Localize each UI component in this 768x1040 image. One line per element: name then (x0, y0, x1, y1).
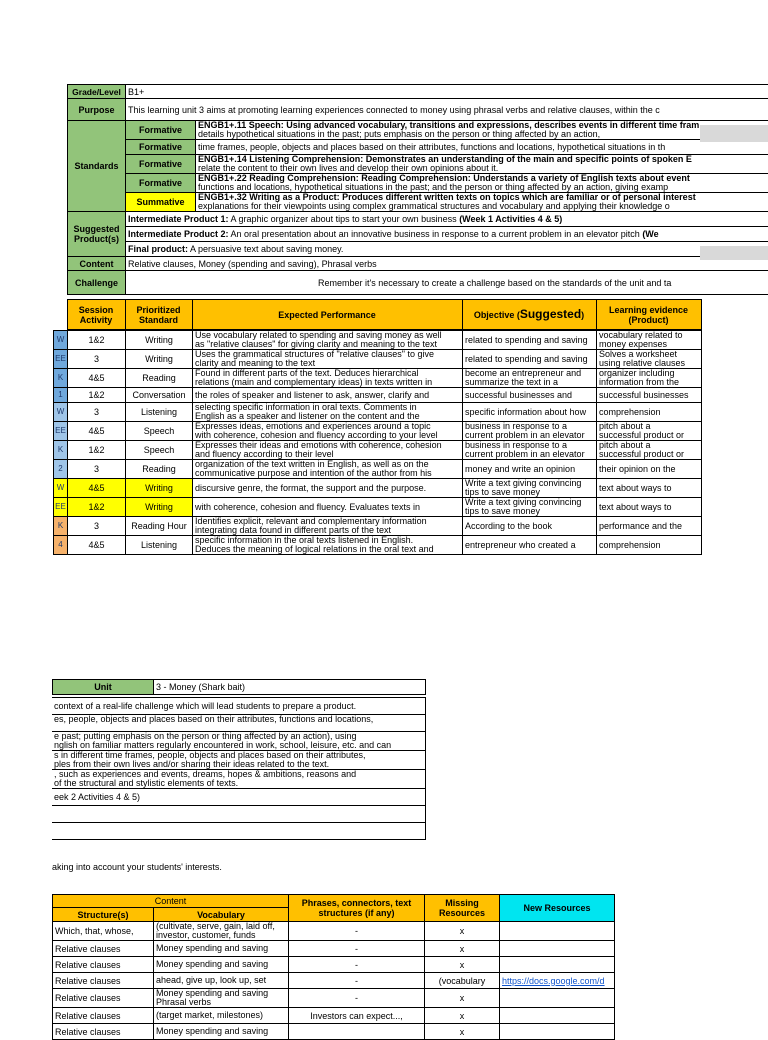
shaded-band (700, 246, 768, 260)
session-row (54, 517, 702, 536)
detail-line: , such as experiences and events, dreams, hopes & ambitions, reasons and of the structural and stylistic elements of texts. (52, 770, 425, 789)
missing-cell: x (425, 941, 500, 957)
standard-type: Formative (126, 140, 196, 155)
challenge-tail-text: aking into account your students' interests. (52, 862, 222, 872)
session-cell: 4&5 (68, 369, 126, 388)
standard-cell: Reading Hour (126, 517, 193, 536)
evidence-cell: pitch about a successful product or (597, 422, 702, 441)
product-line: Intermediate Product 1: A graphic organizer about tips to start your own business (Week 1 Activities 4 & 5) (126, 212, 768, 227)
objective-cell: According to the book (463, 517, 597, 536)
session-plan-table (53, 299, 702, 330)
evidence-cell: organizer including information from the (597, 369, 702, 388)
content-row (53, 957, 615, 973)
standard-cell: Reading (126, 460, 193, 479)
standard-text: ENGB1+.22 Reading Comprehension: Reading Comprehension: Understands a variety of English texts about event functions and locations, hypothetical situations in the past; and the person or thing affected by an action, giving examp (196, 174, 768, 193)
purpose-text: This learning unit 3 aims at promoting learning experiences connected to money using phrasal verbs and relative clauses, within the c (126, 99, 768, 121)
session-row (54, 422, 702, 441)
session-row (54, 460, 702, 479)
detail-line: e past; putting emphasis on the person or thing affected by an action), using nglish on familiar matters regularly encountered in work, school, leisure, etc. and can (52, 732, 425, 751)
phrases-header: Phrases, connectors, text structures (if any) (289, 895, 425, 922)
unit-label: Unit (53, 680, 154, 695)
performance-cell: discursive genre, the format, the support and the purpose. (193, 479, 463, 498)
standard-cell: Listening (126, 403, 193, 422)
performance-cell: selecting specific information in oral texts. Comments in English as a speaker and listener on the content and the (193, 403, 463, 422)
session-row (54, 331, 702, 350)
content-row (53, 973, 615, 989)
evidence-cell: comprehension (597, 536, 702, 555)
content-label: Content (68, 257, 126, 271)
week-marker: W (54, 331, 68, 350)
session-row (54, 479, 702, 498)
new-resource-cell (500, 941, 615, 957)
vocabulary-cell: Money spending and saving (154, 957, 289, 973)
unit-overview-table (67, 84, 768, 295)
performance-cell: organization of the text written in English, as well as on the communicative purpose and intention of the author from his (193, 460, 463, 479)
objective-cell: specific information about how (463, 403, 597, 422)
session-row (54, 369, 702, 388)
evidence-cell: text about ways to (597, 479, 702, 498)
standard-text: ENGB1+.11 Speech: Using advanced vocabulary, transitions and expressions, describes events in different time fram details hypothetical situations in the past; puts emphasis on the person or thing affected by an action, (196, 121, 768, 140)
standard-text: ENGB1+.32 Writing as a Product: Produces different written texts on topics which are familiar or of personal interest explanations for their viewpoints using complex grammatical structures and vocabulary and applying their knowledge o (196, 193, 768, 212)
session-row (54, 498, 702, 517)
standard-type: Formative (126, 174, 196, 193)
missing-cell: (vocabulary (425, 973, 500, 989)
session-cell: 4&5 (68, 536, 126, 555)
detail-line: s in different time frames, people, objects and places based on their attributes, ples from their own lives and/or sharing their ideas related to the text. (52, 751, 425, 770)
session-row (54, 388, 702, 403)
evidence-cell: performance and the (597, 517, 702, 536)
standard-text: time frames, people, objects and places based on their attributes, functions and locations, hypothetical situations in th (196, 140, 768, 155)
objective-cell: related to spending and saving (463, 331, 597, 350)
vocabulary-header: Vocabulary (154, 908, 289, 922)
objective-cell: Write a text giving convincing tips to save money (463, 498, 597, 517)
week-marker: K (54, 369, 68, 388)
evidence-cell: Solves a worksheet using relative clauses (597, 350, 702, 369)
phrases-cell: - (289, 941, 425, 957)
week-marker: K (54, 517, 68, 536)
vocabulary-cell: (target market, milestones) (154, 1008, 289, 1024)
objective-cell: business in response to a current problem in an elevator (463, 441, 597, 460)
phrases-cell: - (289, 957, 425, 973)
week-marker: W (54, 403, 68, 422)
session-cell: 1&2 (68, 498, 126, 517)
phrases-cell: Investors can expect..., (289, 1008, 425, 1024)
content-row (53, 1024, 615, 1040)
standards-label: Standards (68, 121, 126, 212)
week-marker: 2 (54, 460, 68, 479)
session-cell: 3 (68, 403, 126, 422)
vocabulary-cell: Money spending and saving Phrasal verbs (154, 989, 289, 1008)
expected-performance-header: Expected Performance (192, 300, 462, 330)
product-line: Intermediate Product 2: An oral presentation about an innovative business in response to a current problem in an elevator pitch (We (126, 227, 768, 242)
content-text: Relative clauses, Money (spending and saving), Phrasal verbs (126, 257, 768, 271)
performance-cell: the roles of speaker and listener to ask, answer, clarify and (193, 388, 463, 403)
new-resource-cell (500, 1024, 615, 1040)
week-marker: W (54, 479, 68, 498)
structure-cell: Relative clauses (53, 957, 154, 973)
standard-cell: Writing (126, 479, 193, 498)
standard-type: Formative (126, 155, 196, 174)
performance-cell: Expresses ideas, emotions and experiences around a topic with coherence, cohesion and fluency according to your level (193, 422, 463, 441)
phrases-cell: - (289, 989, 425, 1008)
objective-cell: money and write an opinion (463, 460, 597, 479)
session-activity-header: Session Activity (67, 300, 125, 330)
new-resource-cell (500, 922, 615, 941)
grade-level-label: Grade/Level (68, 85, 126, 99)
structure-cell: Relative clauses (53, 989, 154, 1008)
structure-cell: Which, that, whose, (53, 922, 154, 941)
evidence-cell: their opinion on the (597, 460, 702, 479)
week-marker: EE (54, 350, 68, 369)
resource-link[interactable]: https://docs.google.com/d (502, 976, 605, 986)
performance-cell: with coherence, cohesion and fluency. Evaluates texts in (193, 498, 463, 517)
performance-cell: Use vocabulary related to spending and saving money as well as "relative clauses" for giving clarity and meaning to the text (193, 331, 463, 350)
evidence-cell: text about ways to (597, 498, 702, 517)
objective-cell: related to spending and saving (463, 350, 597, 369)
structure-cell: Relative clauses (53, 941, 154, 957)
content-resources-table (52, 894, 615, 1040)
week-marker: EE (54, 422, 68, 441)
learning-evidence-header: Learning evidence (Product) (596, 300, 701, 330)
new-resources-header: New Resources (500, 895, 615, 922)
new-resource-cell (500, 989, 615, 1008)
session-cell: 3 (68, 460, 126, 479)
session-cell: 3 (68, 517, 126, 536)
evidence-cell: comprehension (597, 403, 702, 422)
missing-cell: x (425, 1024, 500, 1040)
performance-cell: Identifies explicit, relevant and complementary information integrating data found in different parts of the text (193, 517, 463, 536)
standard-cell: Writing (126, 350, 193, 369)
week-marker: EE (54, 498, 68, 517)
detail-line: es, people, objects and places based on their attributes, functions and locations, (52, 715, 425, 732)
content-row (53, 989, 615, 1008)
structures-header: Structure(s) (53, 908, 154, 922)
detail-line (52, 806, 425, 823)
new-resource-cell (500, 973, 615, 989)
standard-cell: Speech (126, 441, 193, 460)
missing-cell: x (425, 957, 500, 973)
performance-cell: Expresses their ideas and emotions with coherence, cohesion and fluency according to their level (193, 441, 463, 460)
objective-cell: successful businesses and (463, 388, 597, 403)
detail-line: context of a real-life challenge which will lead students to prepare a product. (52, 698, 425, 715)
session-cell: 1&2 (68, 441, 126, 460)
evidence-cell: successful businesses (597, 388, 702, 403)
grade-level-value: B1+ (126, 85, 768, 99)
session-cell: 4&5 (68, 422, 126, 441)
session-row (54, 536, 702, 555)
challenge-text: Remember it's necessary to create a challenge based on the standards of the unit and ta (126, 271, 768, 295)
standard-cell: Writing (126, 331, 193, 350)
standard-cell: Conversation (126, 388, 193, 403)
standard-cell: Reading (126, 369, 193, 388)
content-row (53, 941, 615, 957)
phrases-cell: - (289, 973, 425, 989)
challenge-label: Challenge (68, 271, 126, 295)
content-header: Content (53, 895, 289, 908)
missing-cell: x (425, 1008, 500, 1024)
standard-cell: Speech (126, 422, 193, 441)
content-row (53, 922, 615, 941)
performance-cell: Uses the grammatical structures of "relative clauses" to give clarity and meaning to the text (193, 350, 463, 369)
missing-resources-header: Missing Resources (425, 895, 500, 922)
detail-line (52, 823, 425, 840)
objective-cell: Write a text giving convincing tips to save money (463, 479, 597, 498)
session-cell: 3 (68, 350, 126, 369)
new-resource-cell (500, 1008, 615, 1024)
phrases-cell: - (289, 922, 425, 941)
structure-cell: Relative clauses (53, 1008, 154, 1024)
standard-type-summative: Summative (126, 193, 196, 212)
session-row (54, 441, 702, 460)
evidence-cell: pitch about a successful product or (597, 441, 702, 460)
session-cell: 4&5 (68, 479, 126, 498)
vocabulary-cell: Money spending and saving (154, 1024, 289, 1040)
product-line: Final product: A persuasive text about saving money. (126, 242, 768, 257)
shaded-band (700, 125, 768, 142)
performance-cell: Found in different parts of the text. Deduces hierarchical relations (main and complementary ideas) in texts written in (193, 369, 463, 388)
week-marker: 1 (54, 388, 68, 403)
session-rows (53, 330, 702, 555)
suggested-products-label: Suggested Product(s) (68, 212, 126, 257)
session-cell: 1&2 (68, 388, 126, 403)
unit-detail-lines (52, 697, 426, 840)
missing-cell: x (425, 989, 500, 1008)
performance-cell: specific information in the oral texts listened in English. Deduces the meaning of logical relations in the oral text and (193, 536, 463, 555)
prioritized-standard-header: Prioritized Standard (125, 300, 192, 330)
structure-cell: Relative clauses (53, 973, 154, 989)
phrases-cell (289, 1024, 425, 1040)
detail-line: eek 2 Activities 4 & 5) (52, 789, 425, 806)
objective-header: Objective (Suggested) (462, 300, 596, 330)
standard-cell: Listening (126, 536, 193, 555)
vocabulary-cell: (cultivate, serve, gain, laid off, investor, customer, funds (154, 922, 289, 941)
evidence-cell: vocabulary related to money expenses (597, 331, 702, 350)
session-row (54, 350, 702, 369)
vocabulary-cell: ahead, give up, look up, set (154, 973, 289, 989)
unit-value: 3 - Money (Shark bait) (154, 680, 426, 695)
vocabulary-cell: Money spending and saving (154, 941, 289, 957)
unit-detail-table (52, 679, 426, 695)
session-cell: 1&2 (68, 331, 126, 350)
session-row (54, 403, 702, 422)
objective-cell: business in response to a current problem in an elevator (463, 422, 597, 441)
missing-cell: x (425, 922, 500, 941)
week-marker: 4 (54, 536, 68, 555)
new-resource-cell (500, 957, 615, 973)
purpose-label: Purpose (68, 99, 126, 121)
structure-cell: Relative clauses (53, 1024, 154, 1040)
content-row (53, 1008, 615, 1024)
standard-cell: Writing (126, 498, 193, 517)
week-marker: K (54, 441, 68, 460)
objective-cell: become an entrepreneur and summarize the text in a (463, 369, 597, 388)
standard-type: Formative (126, 121, 196, 140)
objective-cell: entrepreneur who created a (463, 536, 597, 555)
standard-text: ENGB1+.14 Listening Comprehension: Demonstrates an understanding of the main and specific points of spoken E relate the content to their own lives and develop their own opinions about it. (196, 155, 768, 174)
